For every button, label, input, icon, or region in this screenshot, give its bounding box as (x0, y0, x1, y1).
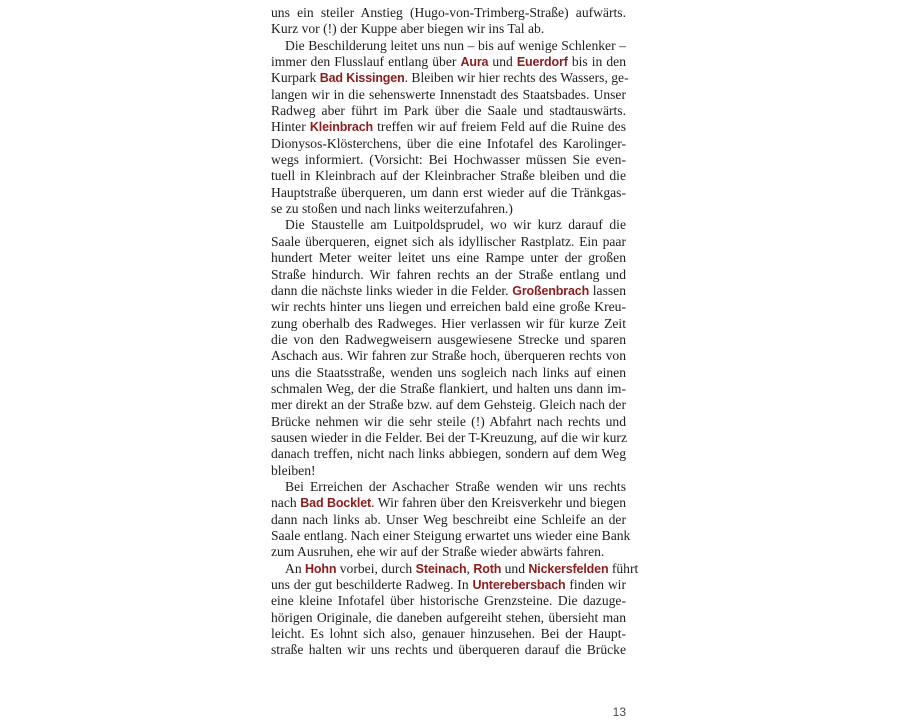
text-line (271, 283, 626, 299)
text-segment: sausen wieder in die Felder. Bei der T-Kreuzung, auf die wir kurz (271, 429, 627, 445)
text-segment: zung oberhalb des Radweges. Hier verlassen wir für kurze Zeit (271, 315, 626, 331)
text-segment: Aschach aus. Wir fahren zur Straße hoch, überqueren rechts von (271, 348, 626, 364)
text-line (271, 136, 626, 152)
place-name: Aura (460, 55, 489, 70)
text-segment: und (488, 54, 517, 70)
text-segment: uns der gut beschilderte Radweg. In (271, 577, 473, 593)
place-name: Euerdorf (516, 55, 568, 70)
text-segment: Saale überqueren, eignet sich als idyllischer Rastplatz. Ein paar (271, 233, 626, 249)
place-name: Unterebersbach (472, 578, 566, 593)
text-line (271, 168, 626, 184)
place-name: Nickersfelden (528, 561, 609, 576)
text-line (271, 332, 626, 348)
place-name: Bad Bocklet (300, 496, 372, 511)
text-segment: straße halten wir uns rechts und überqueren darauf die Brücke (271, 642, 626, 658)
place-name: Steinach (415, 561, 467, 576)
text-line (271, 299, 626, 315)
text-segment: . Bleiben wir hier rechts des Wassers, ge- (404, 70, 629, 86)
text-line (271, 119, 626, 135)
paragraph (271, 217, 626, 479)
page-number: 13 (612, 705, 626, 719)
body-text (271, 5, 639, 659)
text-line (271, 414, 626, 430)
paragraph (271, 5, 626, 38)
text-line (271, 544, 626, 560)
text-segment: Kurpark (271, 70, 320, 86)
place-name: Großenbrach (512, 283, 590, 298)
text-line (271, 5, 626, 21)
text-segment: hundert Meter weiter leitet uns eine Rampe unter der großen (271, 250, 626, 266)
text-line (271, 610, 626, 626)
text-line (271, 479, 626, 495)
text-segment: Bei Erreichen der Aschacher Straße wenden wir uns rechts (285, 478, 626, 494)
text-line (271, 381, 626, 397)
paragraph (271, 560, 639, 659)
place-name: Roth (473, 561, 502, 576)
text-segment: danach treffen, nicht nach links abbiegen, sondern auf dem Weg (271, 446, 626, 462)
text-line (271, 593, 626, 609)
text-segment: Kurz vor (!) der Kuppe aber biegen wir ins Tal ab. (271, 21, 545, 37)
text-segment: , (466, 560, 474, 576)
text-segment: uns ein steiler Anstieg (Hugo-von-Trimberg-Straße) aufwärts. (271, 5, 626, 20)
text-line (271, 70, 629, 86)
text-line (271, 152, 626, 168)
paragraph (271, 37, 629, 218)
paragraph (271, 478, 631, 561)
text-line (271, 528, 631, 544)
text-line (271, 267, 626, 283)
text-segment: leicht. Es lohnt sich also, genauer hinzusehen. Bei der Haupt- (271, 626, 626, 642)
text-segment: Die Beschilderung leitet uns nun – bis auf wenige Schlenker – (285, 37, 626, 53)
text-line (271, 54, 626, 70)
text-line (271, 103, 626, 119)
text-segment: zum Ausruhen, ehe wir auf der Straße wieder abwärts fahren. (271, 544, 605, 560)
text-line (271, 560, 639, 577)
text-segment: Radweg aber führt im Park über die Saale und stadtauswärts. (271, 103, 626, 119)
text-segment: Saale entlang. Nach einer Steigung erwartet uns wieder eine Bank (271, 528, 631, 543)
text-segment: eine kleine Infotafel über historische Grenzsteine. Die dazuge- (271, 593, 626, 609)
text-segment: nach (271, 495, 301, 511)
text-segment: bleiben! (271, 462, 316, 478)
text-line (271, 316, 626, 332)
text-segment: dann die nächste links wieder in die Felder. (271, 282, 513, 298)
text-segment: immer den Flusslauf entlang über (271, 54, 461, 70)
text-segment: wir rechts hinter uns liegen und erreichen bald eine große Kreu- (271, 299, 626, 315)
text-segment: treffen wir auf freiem Feld auf die Ruine des (373, 119, 626, 135)
text-segment: Dionysos-Klösterchens, über die eine Infotafel des Karolinger- (271, 135, 626, 151)
text-segment: und (501, 560, 529, 576)
text-segment: dann nach links ab. Unser Weg beschreibt eine Schleife an der (271, 511, 626, 527)
text-line (271, 87, 626, 103)
text-line (271, 21, 626, 37)
text-line (271, 495, 626, 511)
text-line (271, 185, 626, 201)
text-segment: tuell in Kleinbrach auf der Kleinbracher Straße bleiben und die (271, 168, 626, 184)
text-segment: hörigen Originale, die daneben aufgereiht stehen, übersieht man (271, 609, 626, 625)
text-line (271, 512, 626, 528)
text-segment: Straße hindurch. Wir fahren rechts an der Straße entlang und (271, 266, 626, 282)
text-segment: Hauptstraße überqueren, um dann erst wieder auf die Tränkgas- (271, 184, 626, 200)
text-segment: finden wir (565, 577, 626, 593)
text-segment: vorbei, durch (336, 560, 416, 576)
text-line (271, 348, 626, 364)
text-segment: uns die Staatsstraße, wenden uns sogleich nach links auf einen (271, 364, 626, 380)
text-segment: mer direkt an der Straße bzw. auf dem Gehsteig. Gleich nach der (271, 397, 626, 413)
text-segment: die von den Radwegweisern ausgewiesene Strecke und sparen (271, 331, 626, 347)
place-name: Bad Kissingen (319, 71, 405, 86)
text-line (271, 38, 626, 54)
place-name: Kleinbrach (309, 120, 373, 135)
text-segment: se zu stoßen und nach links weiterzufahren.) (271, 201, 513, 217)
text-segment: lassen (589, 282, 626, 298)
text-segment: Brücke nehmen wir die sehr steile (!) Abfahrt nach rechts und (271, 413, 626, 429)
place-name: Hohn (305, 561, 337, 576)
text-line (271, 234, 626, 250)
text-line (271, 201, 626, 217)
text-line (271, 577, 626, 593)
text-line (271, 430, 626, 446)
text-segment: An (285, 560, 306, 576)
text-segment: wegs informiert. (Vorsicht: Bei Hochwasser müssen Sie even- (271, 152, 626, 168)
text-segment: Hinter (271, 119, 310, 135)
text-line (271, 250, 626, 266)
text-segment: . Wir fahren über den Kreisverkehr und biegen (371, 495, 627, 511)
text-line (271, 365, 626, 381)
text-line (271, 446, 626, 462)
text-line (271, 397, 626, 413)
text-segment: führt (608, 560, 639, 576)
text-segment: schmalen Weg, der die Straße flankiert, und halten uns dann im- (271, 380, 626, 396)
text-line (271, 217, 626, 233)
text-segment: langen wir in die sehenswerte Innenstadt des Staatsbades. Unser (271, 86, 626, 102)
text-segment: bis in den (567, 54, 627, 70)
text-line (271, 642, 626, 658)
text-segment: Die Staustelle am Luitpoldsprudel, wo wir kurz darauf die (285, 217, 626, 233)
text-line (271, 626, 626, 642)
text-line (271, 463, 626, 479)
